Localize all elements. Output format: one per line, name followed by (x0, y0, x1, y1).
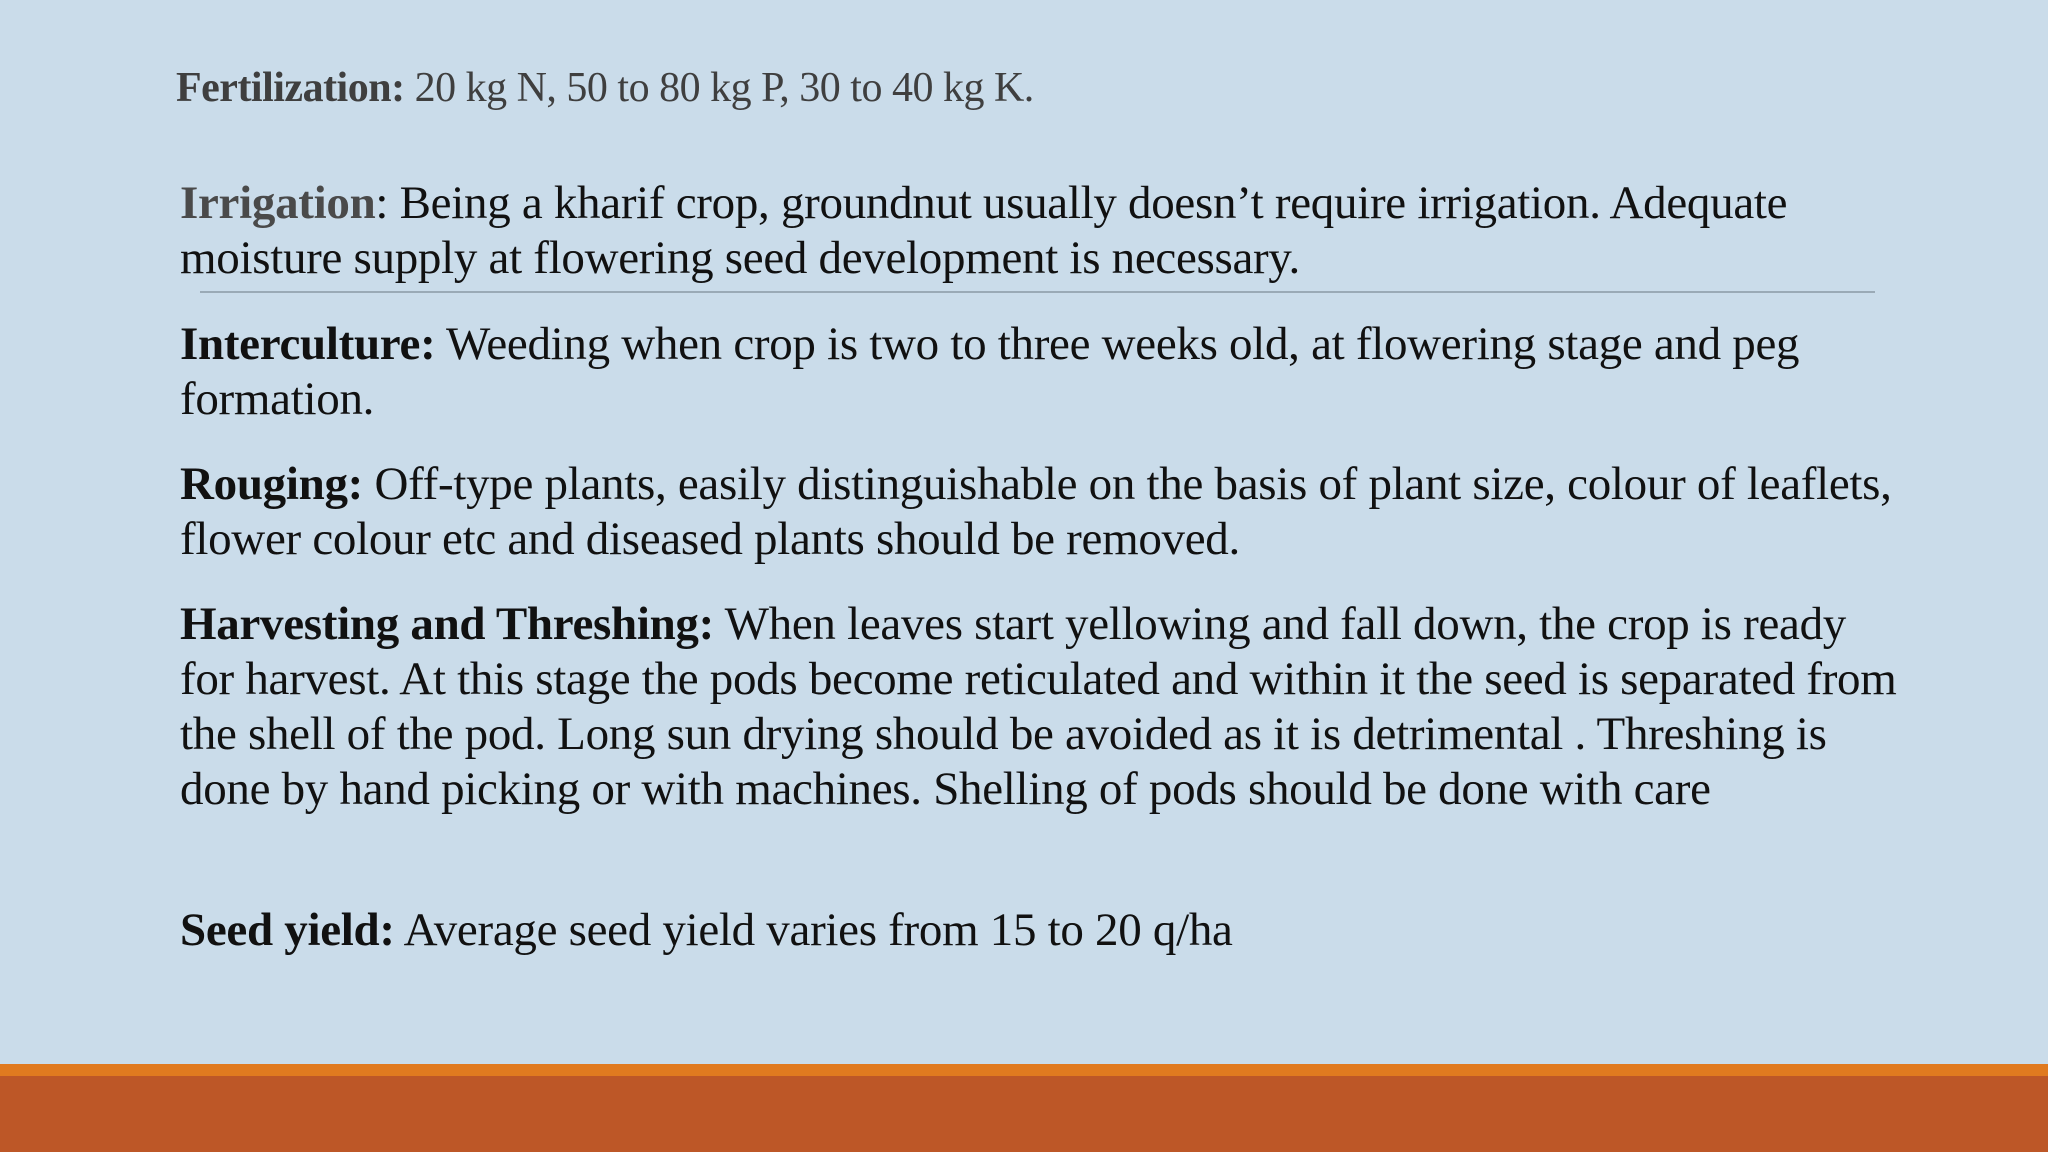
interculture-paragraph (180, 317, 1900, 427)
footer-accent-stripe (0, 1064, 2048, 1076)
rouging-label: Rouging: (180, 458, 364, 510)
seed-yield-paragraph (180, 903, 1900, 958)
fertilization-line (176, 62, 1034, 114)
irrigation-text: : Being a kharif crop, groundnut usually doesn’t require irrigation. Adequate moisture supply at flowering seed development is necessary. (180, 177, 1788, 284)
divider-line (200, 291, 1875, 293)
irrigation-paragraph (180, 176, 1900, 286)
rouging-paragraph (180, 457, 1900, 567)
interculture-text: Weeding when crop is two to three weeks old, at flowering stage and peg formation. (180, 318, 1800, 425)
harvesting-text: When leaves start yellowing and fall down, the crop is ready for harvest. At this stage the pods become reticulated and within it the seed is separated from the shell of the pod. Long sun drying should be avoided as it is detrimental . Threshing is done by hand picking or with machines. Shelling of pods should be done with care (180, 598, 1897, 815)
seed-yield-text: Average seed yield varies from 15 to 20 q/ha (394, 904, 1233, 956)
seed-yield-label: Seed yield: (180, 904, 395, 956)
fertilization-text: 20 kg N, 50 to 80 kg P, 30 to 40 kg K. (404, 65, 1034, 111)
rouging-text: Off-type plants, easily distinguishable on the basis of plant size, colour of leaflets, flower colour etc and diseased plants should be removed. (180, 458, 1892, 565)
harvesting-label: Harvesting and Threshing: (180, 598, 714, 650)
fertilization-label: Fertilization: (176, 65, 405, 111)
harvesting-paragraph (180, 597, 1900, 817)
irrigation-label: Irrigation (180, 177, 376, 229)
footer-band (0, 1076, 2048, 1152)
interculture-label: Interculture: (180, 318, 436, 370)
